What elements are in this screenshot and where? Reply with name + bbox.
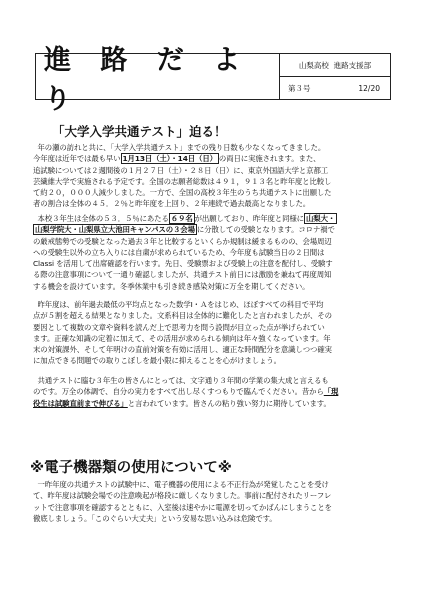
text-line: Classi を活用して出席確認を行います。先日、受験票および受験上の注意を配付し、受験す <box>33 259 333 269</box>
text-line: 一昨年度の共通テストの試験中に、電子機器の使用による不正行為が発覚したことを受け <box>37 480 329 489</box>
text-line: に加点できる問題での取りこぼしを最小限に抑えることを心がけましょう。 <box>33 356 281 366</box>
applicant-count-highlight: ６９名 <box>170 214 193 223</box>
text-line: 点が５割を超える結果となりました。文系科目は全体的に難化したと言われましたが、その <box>33 311 332 321</box>
text-line: 末の対策課外、そして年明けの直前対策を有効に活用し、適正な時間配分を意識しつつ確実 <box>33 345 332 355</box>
text-line: て約２０，０００人減少しました。一方で、全国の高校３年生のうち共通テストに出願した <box>33 188 332 198</box>
issue-number: 第３号 <box>288 83 311 93</box>
masthead-department <box>280 54 390 77</box>
text-line: の厳戒態勢での受験となった過去３年と比較するといくらか規制は緩まるものの、会場周辺 <box>33 236 332 246</box>
venue-highlight: 山梨学院大・山梨県立大池田キャンパスの３会場 <box>35 225 195 235</box>
text-line: 年の瀬の訪れと共に、「大学入学共通テスト」までの残り日数も少なくなってきました。 <box>37 143 326 152</box>
text-line: 本校３年生は全体の５３．５％にあたる <box>37 214 169 223</box>
department-name: 進路支援部 <box>333 60 372 70</box>
text-line: 要因として複数の文章や資料を読んだ上で思考力を問う設問が目立った点が挙げられてい <box>33 322 325 332</box>
text-line: て、昨年度は試験会場での注意喚起が格段に厳しくなりました。事前に配付されたリーフレ <box>33 491 332 501</box>
text-line: の両日に実施されます。また、 <box>218 154 321 164</box>
section1-paragraph1 <box>33 142 397 210</box>
section1-paragraph2 <box>33 213 397 292</box>
school-name: 山梨高校 <box>298 60 329 70</box>
text-line: する機会を設けています。冬季休業中も引き続き感染対策に万全を期してください。 <box>33 281 310 291</box>
text-line: 昨年度は、前年過去最低の平均点となった数学Ⅰ・Ａをはじめ、ほぼすべての科目で平均 <box>37 300 324 309</box>
text-line: と言われています。皆さんの粘り強い努力に期待しています。 <box>127 398 331 408</box>
saying-emphasis: 「現 <box>323 387 339 397</box>
text-line: のです。万全の体調で、自分の実力をすべて出し尽くすつもりで臨んでください。昔から <box>33 387 324 397</box>
saying-emphasis: 役生は試験直前まで伸びる」 <box>33 398 128 408</box>
text-line: 者の割合は全体の４５．２％と昨年度を上回り、２年連続で過去最高となりました。 <box>33 199 311 209</box>
masthead-issue <box>280 77 390 99</box>
section2-paragraph <box>33 479 397 524</box>
exam-dates-highlight: 1月13日（土）・14日（日） <box>122 154 217 164</box>
text-line: ットで注意事項を確認するとともに、入室後は速やかに電源を切ってかばんにしまうことを <box>33 502 332 512</box>
text-line: る際の注意事項について一通り確認しましたが、共通テスト前日には激励を兼ねて再度周知 <box>33 270 332 280</box>
issue-date: 12/20 <box>358 83 380 93</box>
section1-paragraph4 <box>33 375 397 409</box>
section1-paragraph3 <box>33 299 397 367</box>
section2-heading: ※電子機器類の使用について※ <box>30 460 232 476</box>
text-line: 今年度は近年では最も早い <box>33 154 121 164</box>
text-line: が出願しており、昨年度と同様に <box>194 214 304 223</box>
text-line: に分散しての受験となります。コロナ禍で <box>196 225 335 235</box>
text-line: 芸繊維大学で実施される予定です。全国の志願者総数は４９１，９１３名と昨年度と比較し <box>33 176 332 186</box>
newsletter-title: 進 路 だ よ り <box>36 54 280 99</box>
venue-highlight: 山梨大・ <box>305 214 336 223</box>
text-line: ます。正確な知識の定着に加えて、その活用が求められる傾向は年々強くなっています。年 <box>33 333 331 343</box>
text-line: への受験生以外の立ち入りには自粛が求められているため、今年度も試験当日の２日間は <box>33 247 325 257</box>
newsletter-masthead <box>35 44 391 115</box>
text-line: 追試験については２週間後の１月２７日（土）・２８日（日）に、東京外国語大学と京都工 <box>33 165 329 175</box>
section1-heading: 「大学入学共通テスト」迫る！ <box>52 124 227 139</box>
text-line: 共通テストに臨む３年生の皆さんにとっては、文字通り３年間の学業の集大成と言えるも <box>37 376 329 385</box>
text-line: 徹底しましょう。「このぐらい大丈夫」という安易な思い込みは危険です。 <box>33 513 277 523</box>
masthead-info <box>280 54 390 99</box>
